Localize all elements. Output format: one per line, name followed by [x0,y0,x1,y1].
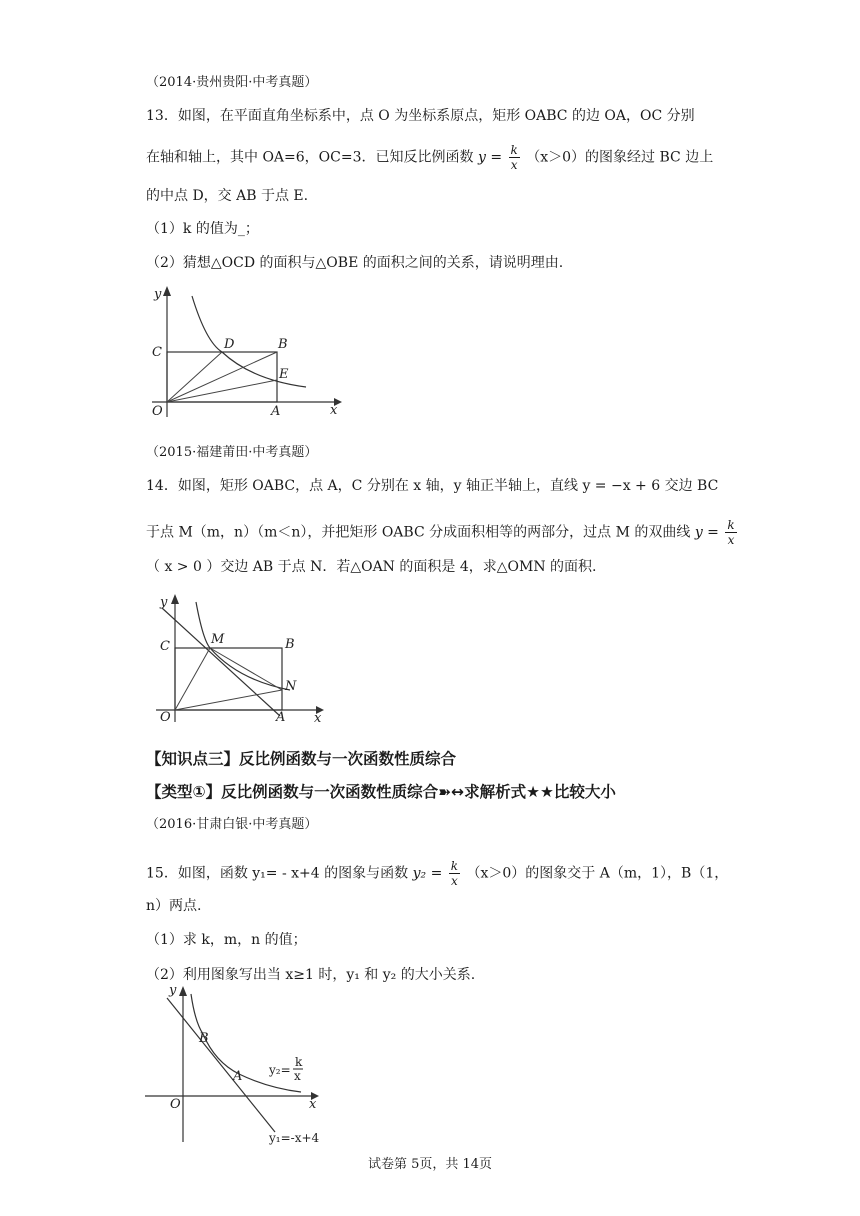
q14-label-n: N [285,679,297,694]
q13-frac-num: k [510,143,518,157]
q14-label-o: O [160,710,171,725]
q15-line1 [146,859,728,888]
q15-label-y2-den: x [294,1069,301,1083]
q15-line1-post: （x＞0）的图象交于 A（m，1），B（1， [466,865,729,882]
q13-hyperbola [192,296,306,387]
q15-label-y: y [169,983,177,998]
q13-part2: （2）猜想△OCD 的面积与△OBE 的面积之间的关系，请说明理由. [146,255,564,271]
q13-label-y: y [154,287,162,302]
q15-y-arrow [179,986,187,996]
q14-label-a: A [276,710,286,725]
q13-line2-post: （x＞0）的图象经过 BC 边上 [526,149,714,166]
q14-line-y-neg-x-6 [162,608,280,716]
q14-line-mn [210,648,282,690]
q14-line2 [146,518,739,547]
page-footer: 试卷第 5页，共 14页 [367,1157,493,1172]
q14-label-m: M [211,632,225,647]
q14-line1: 14．如图，矩形 OABC，点 A，C 分别在 x 轴，y 轴正半轴上，直线 y = −x + 6 交边 BC [146,478,719,494]
q15-fraction [449,859,460,888]
q13-line2 [146,143,713,172]
q15-label-b: B [199,1031,209,1046]
q13-y-eq: y = [477,149,503,166]
q13-label-b: B [278,337,288,352]
q15-label-o: O [170,1097,181,1112]
q14-line-om [175,648,210,710]
q14-label-x: x [314,711,322,725]
q14-figure [148,590,338,725]
q14-line-on [175,690,282,710]
q14-y-arrow [171,594,179,604]
q15-line1-pre: 15．如图，函数 y₁= - x+4 的图象与函数 [146,865,409,882]
q15-label-x: x [309,1097,317,1112]
q13-frac-den: x [510,158,518,172]
q15-label-y1: y₁=-x+4 [269,1131,320,1145]
q13-fraction [509,143,520,172]
q15-part1: （1）求 k，m，n 的值； [146,932,307,948]
q13-label-c: C [152,345,162,360]
q13-line2-pre: 在轴和轴上，其中 OA=6，OC=3．已知反比例函数 [146,149,474,166]
q13-label-x: x [330,403,338,418]
q13-label-d: D [224,337,235,352]
q13-label-e: E [279,367,289,382]
q15-source: （2016·甘肃白银·中考真题） [146,817,318,832]
q13-source: （2014·贵州贵阳·中考真题） [146,75,318,90]
q14-y-eq: y = [694,524,719,541]
section-title: 【知识点三】反比例函数与一次函数性质综合 [146,750,457,768]
q15-label-a: A [233,1069,243,1084]
q13-line-od [167,352,222,402]
q13-label-a: A [271,404,281,419]
q13-line-oe [167,380,277,402]
q15-frac-num: k [450,859,459,873]
q15-frac-den: x [451,874,458,888]
q14-rectangle [175,648,282,710]
q13-part1: （1）k 的值为_； [146,221,259,237]
q13-line-ob [167,352,277,402]
q13-figure [144,282,354,422]
q14-label-y: y [160,595,168,610]
q13-label-o: O [152,404,163,419]
q15-line2: n）两点. [146,898,202,914]
q14-source: （2015·福建莆田·中考真题） [146,445,318,460]
q13-y-arrow [163,286,171,296]
q14-frac-den: x [727,533,735,547]
q14-frac-num: k [727,518,735,532]
q15-y-eq: y₂ = [412,865,443,882]
q14-fraction [725,518,736,547]
q15-label-y2-num: k [295,1055,303,1069]
q15-figure [143,982,343,1147]
q13-line1: 13．如图，在平面直角坐标系中，点 O 为坐标系原点，矩形 OABC 的边 OA，OC 分别 [146,108,695,124]
q14-line3: （ x > 0 ）交边 AB 于点 N．若△OAN 的面积是 4，求△OMN 的面积. [146,559,597,575]
type-title: 【类型①】反比例函数与一次函数性质综合➽↔求解析式★★比较大小 [146,783,616,801]
q14-label-b: B [285,637,295,652]
q14-label-c: C [160,639,170,654]
q15-label-y2-prefix: y₂= [269,1063,291,1077]
q14-line2-pre: 于点 M（m，n）（m＜n），并把矩形 OABC 分成面积相等的两部分，过点 M 的双曲线 [146,524,691,541]
q13-line3: 的中点 D，交 AB 于点 E. [146,188,309,204]
q15-part2: （2）利用图象写出当 x≥1 时，y₁ 和 y₂ 的大小关系. [146,967,476,983]
